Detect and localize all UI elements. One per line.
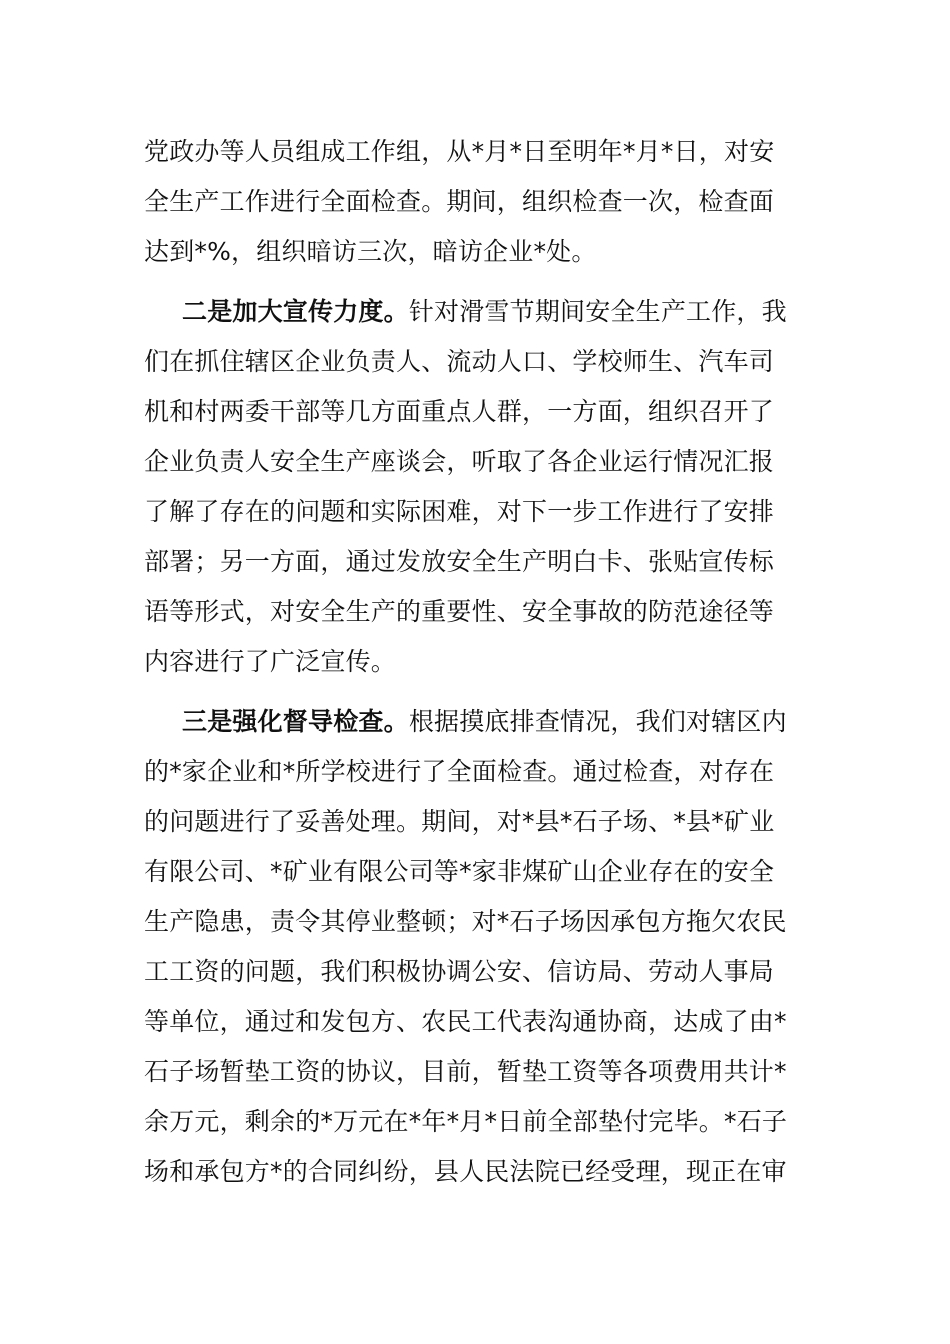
paragraph-heading: 二是加大宣传力度。 bbox=[182, 297, 409, 326]
text-line: 内容进行了广泛宣传。 bbox=[144, 647, 397, 676]
text-line: 余万元，剩余的*万元在*年*月*日前全部垫付完毕。*石子 bbox=[144, 1107, 788, 1136]
text-line: 部署；另一方面，通过发放安全生产明白卡、张贴宣传标 bbox=[144, 547, 775, 576]
text-line: 达到*%，组织暗访三次，暗访企业*处。 bbox=[144, 237, 597, 266]
paragraph-2 bbox=[144, 287, 808, 687]
text-line: 生产隐患，责令其停业整顿；对*石子场因承包方拖欠农民 bbox=[144, 907, 787, 936]
text-line: 的问题进行了妥善处理。期间，对*县*石子场、*县*矿业 bbox=[144, 807, 775, 836]
paragraph-first-line bbox=[144, 697, 808, 747]
paragraph-first-line-text: 根据摸底排查情况，我们对辖区内 bbox=[408, 707, 787, 736]
text-line: 有限公司、*矿业有限公司等*家非煤矿山企业存在的安全 bbox=[144, 857, 775, 886]
text-line: 语等形式，对安全生产的重要性、安全事故的防范途径等 bbox=[144, 597, 775, 626]
text-line: 的*家企业和*所学校进行了全面检查。通过检查，对存在 bbox=[144, 757, 775, 786]
text-line: 全生产工作进行全面检查。期间，组织检查一次，检查面 bbox=[144, 187, 775, 216]
text-line: 工工资的问题，我们积极协调公安、信访局、劳动人事局 bbox=[144, 957, 775, 986]
paragraph-3 bbox=[144, 697, 808, 1197]
paragraph-first-line bbox=[144, 287, 808, 337]
text-line: 们在抓住辖区企业负责人、流动人口、学校师生、汽车司 bbox=[144, 347, 775, 376]
text-line: 场和承包方*的合同纠纷，县人民法院已经受理，现正在审 bbox=[144, 1157, 787, 1186]
text-line: 等单位，通过和发包方、农民工代表沟通协商，达成了由* bbox=[144, 1007, 787, 1036]
text-line: 党政办等人员组成工作组，从*月*日至明年*月*日，对安 bbox=[144, 137, 775, 166]
text-line: 机和村两委干部等几方面重点人群，一方面，组织召开了 bbox=[144, 397, 775, 426]
paragraph-first-line-text: 针对滑雪节期间安全生产工作，我 bbox=[408, 297, 787, 326]
paragraph-1 bbox=[144, 127, 808, 277]
text-line: 了解了存在的问题和实际困难，对下一步工作进行了安排 bbox=[144, 497, 775, 526]
text-line: 企业负责人安全生产座谈会，听取了各企业运行情况汇报 bbox=[144, 447, 775, 476]
text-line: 石子场暂垫工资的协议，目前，暂垫工资等各项费用共计* bbox=[144, 1057, 787, 1086]
paragraph-heading: 三是强化督导检查。 bbox=[182, 707, 409, 736]
